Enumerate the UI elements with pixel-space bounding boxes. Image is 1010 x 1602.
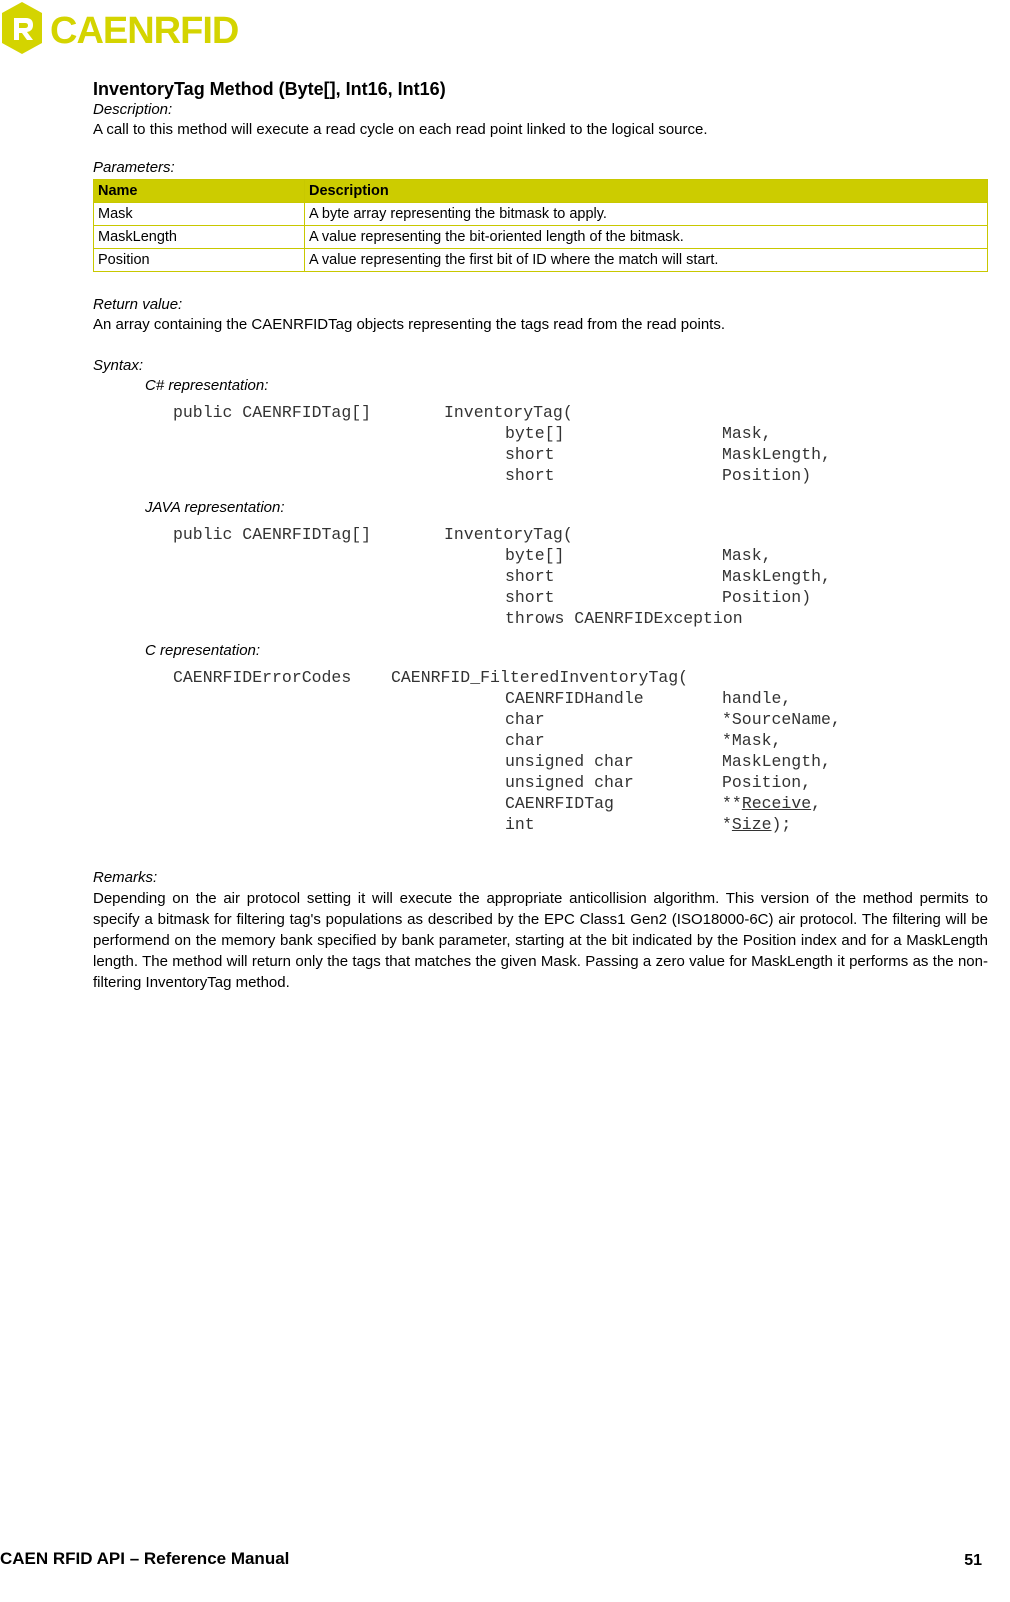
c-code-block [93, 667, 988, 835]
parameters-table [93, 179, 988, 272]
java-code-block [93, 524, 988, 629]
page-content [93, 78, 988, 993]
code-param-name: MaskLength, [722, 445, 831, 464]
csharp-code-block [93, 402, 988, 486]
code-param-type: short [505, 466, 555, 485]
description-label: Description: [93, 101, 173, 118]
code-param-type: CAENRFIDHandle [505, 689, 644, 708]
receive-prefix: ** [722, 794, 742, 813]
size-suffix: ); [771, 815, 792, 834]
code-param-name: Position, [722, 773, 812, 792]
table-row [94, 226, 988, 249]
code-method-name: InventoryTag( [444, 525, 573, 544]
code-param-type: short [505, 588, 555, 607]
description-text: A call to this method will execute a read cycle on each read point linked to the logical source. [93, 121, 708, 138]
footer-title: CAEN RFID API – Reference Manual [0, 1549, 290, 1568]
c-label: C representation: [145, 642, 261, 659]
code-param-name: *SourceName, [722, 710, 841, 729]
page-number: 51 [964, 1552, 982, 1569]
table-row [94, 249, 988, 272]
logo-text: CAENRFID [50, 10, 239, 52]
code-param-type: byte[] [505, 424, 565, 443]
caenrfid-logo [0, 0, 280, 58]
param-name: Position [94, 249, 305, 272]
code-param-type: int [505, 815, 535, 834]
parameters-label: Parameters: [93, 159, 175, 176]
code-param-type: byte[] [505, 546, 565, 565]
code-return-type: CAENRFIDErrorCodes [173, 668, 352, 687]
receive-name: Receive [741, 794, 812, 813]
code-param-name: MaskLength, [722, 567, 831, 586]
remarks-label: Remarks: [93, 869, 158, 886]
code-param-type: short [505, 567, 555, 586]
size-prefix: * [722, 815, 732, 834]
size-name: Size [731, 815, 772, 834]
code-param-name: Mask, [722, 424, 772, 443]
code-param-name: Position) [722, 588, 812, 607]
code-param-type: char [505, 731, 545, 750]
param-description: A byte array representing the bitmask to apply. [305, 203, 988, 226]
code-param-type: CAENRFIDTag [505, 794, 614, 813]
code-throws: throws CAENRFIDException [505, 609, 743, 628]
receive-suffix: , [811, 794, 822, 813]
header-description: Description [305, 180, 988, 203]
param-description: A value representing the bit-oriented length of the bitmask. [305, 226, 988, 249]
code-param-receive [722, 793, 821, 814]
code-param-name: Position) [722, 466, 812, 485]
header-name: Name [94, 180, 305, 203]
code-param-type: short [505, 445, 555, 464]
table-header-row [94, 180, 988, 203]
code-return-type: public CAENRFIDTag[] [173, 403, 372, 422]
code-param-name: Mask, [722, 546, 772, 565]
code-param-name: handle, [722, 689, 792, 708]
code-param-type: unsigned char [505, 773, 634, 792]
table-row [94, 203, 988, 226]
code-method-name: CAENRFID_FilteredInventoryTag( [391, 668, 689, 687]
remarks-text: Depending on the air protocol setting it will execute the appropriate anticollision algorithm. This version of the method permits to specify a bitmask for filtering tag's populations as described by the EPC Class1 Gen2 (ISO18000-6C) air protocol. The filtering will be performend on the memory bank specified by bank parameter, starting at the bit indicated by the Position index and for a MaskLength length. The method will return only the tags that matches the given Mask. Passing a zero value for MaskLength it performs as the non-filtering InventoryTag method. [93, 890, 988, 991]
caenrfid-logo-icon [0, 0, 280, 58]
code-param-name: *Mask, [722, 731, 782, 750]
param-name: MaskLength [94, 226, 305, 249]
code-param-type: unsigned char [505, 752, 634, 771]
code-param-name: MaskLength, [722, 752, 831, 771]
code-param-size [722, 814, 791, 835]
return-value-text: An array containing the CAENRFIDTag objects representing the tags read from the read points. [93, 316, 725, 333]
param-description: A value representing the first bit of ID where the match will start. [305, 249, 988, 272]
param-name: Mask [94, 203, 305, 226]
csharp-label: C# representation: [145, 377, 269, 394]
page-title: InventoryTag Method (Byte[], Int16, Int16) [93, 79, 446, 99]
syntax-label: Syntax: [93, 357, 144, 374]
page-footer [0, 1549, 1010, 1573]
code-param-type: char [505, 710, 545, 729]
java-label: JAVA representation: [145, 499, 285, 516]
code-method-name: InventoryTag( [444, 403, 573, 422]
return-value-label: Return value: [93, 296, 183, 313]
code-return-type: public CAENRFIDTag[] [173, 525, 372, 544]
